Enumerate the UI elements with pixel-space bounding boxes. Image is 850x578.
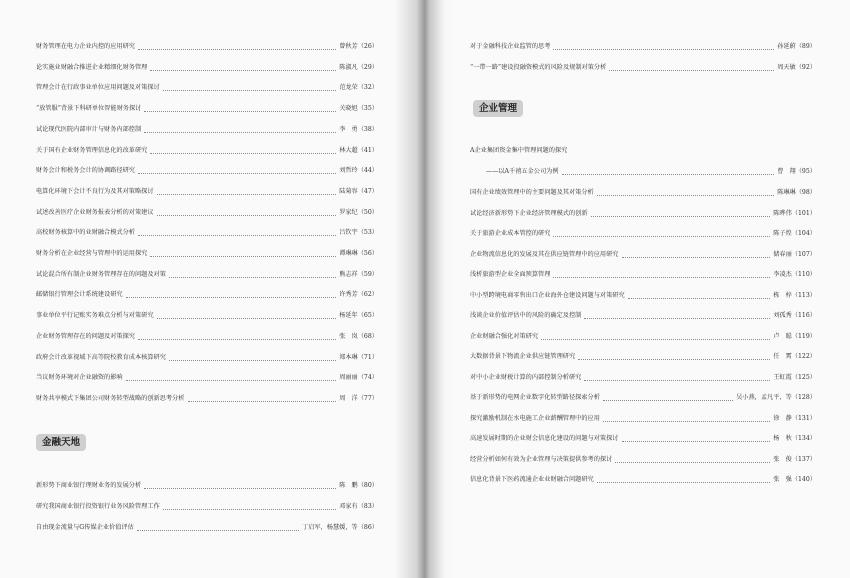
toc-entry-author-page: 曾秋芳（26） xyxy=(339,43,378,50)
toc-leader-dots xyxy=(163,90,336,91)
toc-entry-title: 自由现金流量与G传媒企业价值评估 xyxy=(36,524,134,531)
toc-entry-subtitle-row[interactable] xyxy=(470,168,816,176)
toc-entry-title: 财务共享模式下集团公司财务转型战略的创新思考分析 xyxy=(36,394,185,402)
toc-entry-author-page: 李 勇（38） xyxy=(339,125,378,133)
toc-entry-title: 高速发展时期的企业财会信息化建设的问题与对策探讨 xyxy=(470,435,619,442)
toc-entry[interactable] xyxy=(36,147,378,155)
toc-entry[interactable] xyxy=(36,209,378,217)
toc-entry-feature[interactable] xyxy=(470,147,816,155)
toc-leader-dots xyxy=(144,111,336,112)
section-heading-finance: 金融天地 xyxy=(36,434,86,451)
toc-entry[interactable] xyxy=(470,415,816,423)
toc-entry[interactable] xyxy=(36,126,378,134)
toc-entry-title: 财务会计和税务会计的协调路径研究 xyxy=(36,167,135,175)
toc-entry[interactable] xyxy=(470,210,816,218)
toc-entry-author-page: 刘孤秀（116） xyxy=(773,312,816,319)
toc-entry-author-page: 邓家有（83） xyxy=(339,503,378,510)
toc-entry-title: 关于旅游企业成本管控的研究 xyxy=(470,230,551,237)
toc-entry-title: 财务管理在电力企业内控的应用研究 xyxy=(36,43,135,50)
toc-entry[interactable] xyxy=(36,354,378,362)
toc-entry-title: 试述改善医疗企业财务报表分析的对策建议 xyxy=(36,208,154,216)
toc-entry[interactable] xyxy=(36,84,378,92)
toc-entry-title: 当议财务环境对企业融资的影响 xyxy=(36,374,123,382)
toc-leader-dots xyxy=(553,49,774,50)
toc-entry[interactable] xyxy=(36,312,378,320)
toc-entry[interactable] xyxy=(470,230,816,238)
toc-leader-dots xyxy=(597,482,771,483)
toc-leader-dots xyxy=(169,277,336,278)
toc-entry[interactable] xyxy=(36,374,378,382)
toc-entry-author-page: 陈晔伟（101） xyxy=(773,209,816,217)
toc-entry[interactable] xyxy=(470,312,816,320)
toc-entry-author-page: 张 俊（137） xyxy=(773,455,816,463)
toc-leader-dots xyxy=(138,235,336,236)
toc-entry-author-page: 栋 梓（113） xyxy=(773,291,816,299)
toc-entry-title: 对于金融科技企业监管的思考 xyxy=(470,43,551,50)
toc-entry-author-page: 刘哲玲（44） xyxy=(339,167,378,175)
toc-entry-author-page: 丁启军，杨慧媛，等（86） xyxy=(302,524,378,531)
toc-entry-author-page: 曹 翔（95） xyxy=(777,168,816,175)
toc-entry-author-page: 陆菊容（47） xyxy=(339,187,378,195)
toc-entry-title: 试论现代医院内部审计与财务内部控制 xyxy=(36,125,142,133)
toc-entry-author-page: 张 岚（68） xyxy=(339,332,378,340)
toc-entry-author-page: 任 霄（122） xyxy=(773,353,816,360)
toc-leader-dots xyxy=(138,49,336,50)
toc-leader-dots xyxy=(584,318,770,319)
toc-leader-dots xyxy=(157,194,337,195)
toc-leader-dots xyxy=(157,318,337,319)
toc-entry-title: 事业单位平行记账实务难点分析与对策研究 xyxy=(36,312,154,320)
toc-leader-dots xyxy=(584,380,770,381)
toc-entry-author-page: 徐 静（131） xyxy=(773,414,816,422)
toc-entry[interactable] xyxy=(470,476,816,484)
toc-leader-dots xyxy=(615,462,770,463)
toc-leader-dots xyxy=(597,195,774,196)
toc-leader-dots xyxy=(150,70,336,71)
toc-entry-title: 财务分析在企业经营与管理中的运用探究 xyxy=(36,250,148,257)
toc-entry-title: 电算化环境下会计不良行为及其对策略探讨 xyxy=(36,187,154,195)
toc-entry-title: 研究我国商业银行投资银行业务风险管理工作 xyxy=(36,503,160,510)
toc-entry[interactable] xyxy=(36,188,378,196)
toc-entry-title: A企业集团资金集中管理问题的探究 xyxy=(470,147,568,154)
toc-leader-dots xyxy=(188,401,337,402)
toc-leader-dots xyxy=(553,277,770,278)
toc-entry-title: 企业物流信息化的发展及其在供应链管理中的应用研究 xyxy=(470,250,619,258)
toc-leader-dots xyxy=(150,153,336,154)
toc-leader-dots xyxy=(553,236,770,237)
toc-leader-dots xyxy=(144,488,336,489)
toc-entry-author-page: 关晓旭（35） xyxy=(339,105,378,113)
toc-entry[interactable] xyxy=(36,291,378,299)
toc-leader-dots xyxy=(578,359,770,360)
toc-entry-title: 国有企业绩效管理中的主要问题及其对策分析 xyxy=(470,189,594,196)
toc-leader-dots xyxy=(163,509,336,510)
toc-entry-title: 企业财融合强化对策研究 xyxy=(470,332,539,340)
toc-entry-author-page: 许秀芳（62） xyxy=(339,291,378,299)
toc-leader-dots xyxy=(628,298,771,299)
right-page xyxy=(425,0,850,578)
toc-entry[interactable] xyxy=(470,394,816,402)
book-gutter-shadow xyxy=(395,0,457,578)
toc-entry[interactable] xyxy=(36,105,378,113)
toc-leader-dots xyxy=(137,530,299,531)
toc-entry[interactable] xyxy=(36,524,378,532)
toc-entry[interactable] xyxy=(36,43,378,51)
toc-entry-author-page: 周丽丽（74） xyxy=(339,374,378,382)
toc-leader-dots xyxy=(603,421,770,422)
toc-leader-dots xyxy=(609,70,774,71)
toc-entry-author-page: 吕钦宇（53） xyxy=(339,229,378,237)
toc-entry[interactable] xyxy=(470,333,816,341)
toc-entry-title: “放管服”背景下科研单位智能财务探讨 xyxy=(36,105,142,113)
toc-leader-dots xyxy=(157,215,337,216)
toc-entry[interactable] xyxy=(470,292,816,300)
toc-entry-title: 经营分析如何有效为企业管理与决策提供参考的探讨 xyxy=(470,455,613,463)
toc-entry-author-page: 谭琳琳（56） xyxy=(339,250,378,257)
toc-entry[interactable] xyxy=(36,482,378,490)
toc-entry-title: 政府会计改革视域下高等院校教育成本核算研究 xyxy=(36,353,166,361)
toc-entry-author-page: 孙延蔚（89） xyxy=(777,43,816,50)
toc-entry-title: 中小型跨境电商零售出口企业海外仓建设问题与对策研究 xyxy=(470,291,625,299)
toc-entry-author-page: 熊志祥（59） xyxy=(339,270,378,278)
toc-entry[interactable] xyxy=(36,167,378,175)
toc-leader-dots xyxy=(541,339,770,340)
toc-entry[interactable] xyxy=(470,43,816,51)
toc-entry[interactable] xyxy=(36,333,378,341)
toc-entry-title: 管理会计在行政事业单位应用问题及对策探讨 xyxy=(36,84,160,92)
section-heading-enterprise: 企业管理 xyxy=(473,100,523,117)
toc-entry[interactable] xyxy=(36,395,378,403)
toc-entry[interactable] xyxy=(36,503,378,511)
toc-entry-author-page: 周天敏（92） xyxy=(777,64,816,71)
toc-entry-author-page: 周 洋（77） xyxy=(339,394,378,402)
toc-entry-title: 关于国有企业财务管理信息化的改革研究 xyxy=(36,146,148,154)
toc-entry-title: 新形势下商业银行理财业务的发展分析 xyxy=(36,482,142,489)
toc-leader-dots xyxy=(144,132,336,133)
toc-entry-author-page: 王虹霞（125） xyxy=(773,373,816,381)
toc-leader-dots xyxy=(126,297,337,298)
toc-entry[interactable] xyxy=(36,64,378,72)
toc-entry-author-page: 陈琳琳（98） xyxy=(777,189,816,196)
toc-entry-author-page: 储春丽（107） xyxy=(773,250,816,258)
toc-leader-dots xyxy=(138,173,336,174)
toc-entry-author-page: 吴小燕，孟凡平，等（128） xyxy=(736,394,816,401)
toc-entry-author-page: 陈子煌（104） xyxy=(773,230,816,237)
toc-entry-title: 信息化背景下医药流通企业业财融合问题研究 xyxy=(470,476,594,483)
toc-leader-dots xyxy=(622,257,771,258)
toc-entry[interactable] xyxy=(470,353,816,361)
toc-entry-subtitle: ——以A千禧五金公司为例 xyxy=(486,168,559,175)
toc-entry[interactable] xyxy=(470,64,816,72)
toc-leader-dots xyxy=(138,339,336,340)
toc-leader-dots xyxy=(591,216,771,217)
toc-leader-dots xyxy=(622,441,771,442)
toc-entry[interactable] xyxy=(470,435,816,443)
toc-entry-author-page: 卢 聪（119） xyxy=(773,332,816,340)
toc-entry-author-page: 李凌杰（110） xyxy=(773,271,816,278)
toc-entry[interactable] xyxy=(470,271,816,279)
toc-entry[interactable] xyxy=(470,189,816,197)
toc-entry-author-page: 郑本琳（71） xyxy=(339,353,378,361)
toc-entry[interactable] xyxy=(470,456,816,464)
toc-entry-author-page: 陈淑凡（29） xyxy=(339,63,378,71)
toc-entry-title: 基于新形势的电网企业数字化转型路径探索分析 xyxy=(470,394,600,401)
toc-leader-dots xyxy=(150,256,336,257)
toc-entry[interactable] xyxy=(470,374,816,382)
toc-entry-author-page: 杨 秋（134） xyxy=(773,435,816,442)
toc-entry[interactable] xyxy=(36,271,378,279)
toc-entry-author-page: 张 强（140） xyxy=(773,476,816,483)
toc-entry-title: 对中小企业财税计算的内部控制分析研究 xyxy=(470,373,582,381)
toc-entry-author-page: 杨延年（65） xyxy=(339,312,378,320)
toc-entry-title: “一带一路”建设投融资模式的风险及规制对策分析 xyxy=(470,64,607,71)
toc-entry-title: 高校财务核算中的业财融合模式分析 xyxy=(36,229,135,237)
toc-leader-dots xyxy=(169,360,336,361)
toc-entry-title: 邮储银行管理会计系统建设研究 xyxy=(36,291,123,299)
toc-entry[interactable] xyxy=(36,250,378,258)
toc-entry-title: 浅谈企业价值评估中的风险的确定及控制 xyxy=(470,312,582,319)
toc-entry-author-page: 林大超（41） xyxy=(339,146,378,154)
toc-entry-title: 大数据背景下物流企业供应链管理研究 xyxy=(470,353,576,360)
toc-entry-title: 论实施业财融合推进企业精细化财务管理 xyxy=(36,63,148,71)
toc-entry-author-page: 范龙荣（32） xyxy=(339,84,378,92)
toc-entry[interactable] xyxy=(36,229,378,237)
toc-entry-author-page: 罗家纪（50） xyxy=(339,208,378,216)
toc-entry-title: 试论经济新形势下企业经济管理模式的创新 xyxy=(470,209,588,217)
toc-leader-dots xyxy=(562,174,775,175)
toc-entry-title: 探究激励机制在水电施工企业薪酬管理中的应用 xyxy=(470,414,600,422)
toc-leader-dots xyxy=(126,380,337,381)
toc-entry[interactable] xyxy=(470,251,816,259)
toc-entry-author-page: 陈 鹏（80） xyxy=(339,482,378,489)
toc-entry-title: 浅析旅游型企业全面预算管理 xyxy=(470,271,551,278)
toc-entry-title: 企业财务管理存在的问题及对策探究 xyxy=(36,332,135,340)
toc-leader-dots xyxy=(603,400,733,401)
toc-entry-title: 试论混合所有制企业财务管理存在的问题及对策 xyxy=(36,270,166,278)
